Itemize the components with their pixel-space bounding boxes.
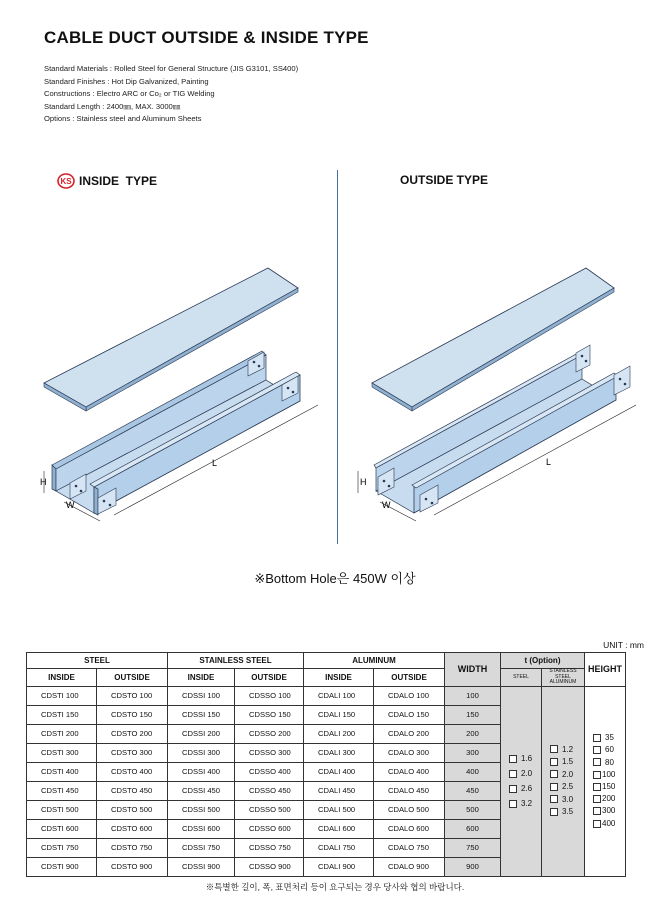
product-code-cell: CDSTO 200 [97, 724, 168, 743]
spec-options: Options : Stainless steel and Aluminum Sheets [44, 114, 202, 123]
product-code-cell: CDSTI 200 [27, 724, 97, 743]
product-code-cell: CDSTO 450 [97, 781, 168, 800]
product-code-cell: CDSSI 400 [168, 762, 235, 781]
product-code-cell: CDALI 450 [304, 781, 374, 800]
t-option-header: t (Option) [501, 653, 585, 669]
height-options-cell [585, 686, 626, 876]
aluminum-group-header: ALUMINUM [304, 653, 445, 669]
product-code-cell: CDALI 200 [304, 724, 374, 743]
page-title: CABLE DUCT OUTSIDE & INSIDE TYPE [44, 28, 369, 47]
t-steel-option[interactable] [509, 766, 541, 781]
height-option-label: 200 [602, 794, 616, 804]
product-code-cell: CDSSI 300 [168, 743, 235, 762]
product-code-cell: CDSTI 750 [27, 838, 97, 857]
bottom-hole-note: ※Bottom Hole은 450W 이상 [254, 571, 416, 586]
steel-inside-header: INSIDE [27, 669, 97, 687]
product-code-cell: CDSSI 100 [168, 686, 235, 705]
product-code-cell: CDSTI 600 [27, 819, 97, 838]
product-code-cell: CDSSO 900 [235, 857, 304, 876]
t-stainless-option[interactable] [550, 794, 584, 807]
product-code-cell: CDALI 750 [304, 838, 374, 857]
checkbox-icon[interactable] [550, 783, 558, 791]
product-code-cell: CDALO 150 [374, 705, 445, 724]
width-cell: 100 [445, 686, 501, 705]
product-code-cell: CDSTO 100 [97, 686, 168, 705]
height-option-label: 60 [605, 745, 614, 755]
width-cell: 500 [445, 800, 501, 819]
height-dimension-label: H [360, 477, 367, 487]
width-cell: 300 [445, 743, 501, 762]
inside-type-label: INSIDE TYPE [79, 174, 158, 188]
spec-finishes: Standard Finishes : Hot Dip Galvanized, Painting [44, 76, 209, 86]
checkbox-icon[interactable] [593, 820, 601, 828]
product-code-cell: CDSTI 450 [27, 781, 97, 800]
t-stainless-option-label: 3.0 [562, 794, 574, 804]
product-code-cell: CDSTO 300 [97, 743, 168, 762]
t-steel-option-label: 3.2 [521, 799, 533, 808]
length-dimension-label: L [546, 457, 552, 467]
product-code-cell: CDALO 200 [374, 724, 445, 743]
product-code-cell: CDSSO 750 [235, 838, 304, 857]
product-code-cell: CDSTI 100 [27, 686, 97, 705]
steel-group-header: STEEL [27, 653, 168, 669]
product-code-cell: CDALO 750 [374, 838, 445, 857]
t-stainless-option-label: 1.2 [562, 744, 574, 754]
height-option[interactable] [593, 805, 625, 817]
checkbox-icon[interactable] [550, 758, 558, 766]
product-code-cell: CDALI 300 [304, 743, 374, 762]
product-code-cell: CDALI 400 [304, 762, 374, 781]
product-code-cell: CDSSI 150 [168, 705, 235, 724]
product-code-cell: CDSSO 100 [235, 686, 304, 705]
product-code-cell: CDSTI 300 [27, 743, 97, 762]
outside-type-diagram [350, 255, 650, 525]
width-cell: 450 [445, 781, 501, 800]
product-code-cell: CDSTI 150 [27, 705, 97, 724]
height-option-label: 300 [602, 806, 616, 816]
product-code-cell: CDSTO 400 [97, 762, 168, 781]
stainless-group-header: STAINLESS STEEL [168, 653, 304, 669]
aluminum-outside-header: OUTSIDE [374, 669, 445, 687]
width-cell: 150 [445, 705, 501, 724]
width-cell: 750 [445, 838, 501, 857]
checkbox-icon[interactable] [550, 808, 558, 816]
height-option[interactable] [593, 793, 625, 805]
checkbox-icon[interactable] [593, 746, 601, 754]
product-code-cell: CDSTI 400 [27, 762, 97, 781]
product-code-cell: CDALI 100 [304, 686, 374, 705]
checkbox-icon[interactable] [593, 758, 601, 766]
product-code-cell: CDSSO 200 [235, 724, 304, 743]
product-code-cell: CDSSO 600 [235, 819, 304, 838]
inside-type-diagram [30, 255, 330, 525]
height-option[interactable] [593, 769, 625, 781]
height-option-label: 150 [602, 782, 616, 791]
product-code-cell: CDALO 450 [374, 781, 445, 800]
inside-type-heading [57, 173, 157, 189]
product-code-cell: CDSSI 900 [168, 857, 235, 876]
product-code-cell: CDSSO 150 [235, 705, 304, 724]
t-stainless-option-label: 1.5 [562, 757, 574, 766]
spec-materials: Standard Materials : Rolled Steel for General Structure (JIS G3101, SS400) [44, 64, 299, 73]
product-code-cell: CDALO 500 [374, 800, 445, 819]
height-option[interactable] [593, 757, 625, 769]
unit-label: UNIT : mm [603, 640, 644, 650]
section-divider [337, 170, 338, 544]
t-stainless-option[interactable] [550, 781, 584, 794]
product-code-cell: CDSSI 600 [168, 819, 235, 838]
spec-constructions: Constructions : Electro ARC or Co₂ or TIG Welding [44, 89, 215, 98]
svg-text:KS: KS [60, 177, 72, 186]
product-code-cell: CDSSO 500 [235, 800, 304, 819]
checkbox-icon[interactable] [593, 807, 601, 815]
product-code-cell: CDSTO 750 [97, 838, 168, 857]
t-stainless-option[interactable] [550, 806, 584, 819]
height-option[interactable] [593, 744, 625, 756]
product-code-cell: CDSSI 500 [168, 800, 235, 819]
product-code-cell: CDALO 100 [374, 686, 445, 705]
product-code-cell: CDSTO 600 [97, 819, 168, 838]
outside-type-heading: OUTSIDE TYPE [400, 173, 489, 187]
product-code-cell: CDALO 900 [374, 857, 445, 876]
checkbox-icon[interactable] [550, 745, 558, 753]
width-cell: 400 [445, 762, 501, 781]
t-steel-option-label: 2.6 [521, 784, 533, 793]
t-steel-option[interactable] [509, 751, 541, 766]
height-option[interactable] [593, 781, 625, 793]
width-header: WIDTH [445, 653, 501, 687]
product-code-cell: CDALO 400 [374, 762, 445, 781]
t-stainless-option-label: 2.5 [562, 782, 574, 791]
height-option-label: 35 [605, 733, 614, 743]
t-stainless-header: STAINLESS STEEL ALUMINUM [542, 669, 585, 687]
spec-list [44, 63, 298, 126]
product-code-cell: CDSSO 300 [235, 743, 304, 762]
t-steel-options-cell [501, 686, 542, 876]
t-stainless-option-label: 2.0 [562, 769, 574, 779]
width-dimension-label: W [66, 500, 75, 510]
product-code-cell: CDSTO 900 [97, 857, 168, 876]
width-dimension-label: W [382, 500, 391, 510]
width-cell: 600 [445, 819, 501, 838]
product-code-cell: CDALI 900 [304, 857, 374, 876]
checkbox-icon[interactable] [550, 770, 558, 778]
footer-note: ※특별한 길이, 폭, 표면처리 등이 요구되는 경우 당사와 협의 바랍니다. [205, 882, 465, 892]
steel-outside-header: OUTSIDE [97, 669, 168, 687]
checkbox-icon[interactable] [593, 783, 601, 791]
t-steel-option[interactable] [509, 781, 541, 796]
product-code-cell: CDSSI 450 [168, 781, 235, 800]
height-option-label: 80 [605, 757, 614, 767]
length-dimension-label: L [212, 458, 218, 468]
height-option-label: 100 [602, 769, 616, 779]
checkbox-icon[interactable] [509, 800, 517, 808]
product-code-cell: CDALI 150 [304, 705, 374, 724]
product-code-cell: CDALO 600 [374, 819, 445, 838]
t-steel-header: STEEL [501, 669, 542, 687]
table-row [27, 686, 626, 705]
product-code-cell: CDSTI 900 [27, 857, 97, 876]
checkbox-icon[interactable] [593, 795, 601, 803]
product-code-cell: CDSTO 500 [97, 800, 168, 819]
product-code-cell: CDALI 500 [304, 800, 374, 819]
checkbox-icon[interactable] [593, 734, 601, 742]
product-code-cell: CDSSO 450 [235, 781, 304, 800]
t-stainless-option[interactable] [550, 769, 584, 782]
product-code-cell: CDSSI 200 [168, 724, 235, 743]
height-option-label: 400 [602, 818, 616, 828]
width-cell: 900 [445, 857, 501, 876]
t-stainless-option[interactable] [550, 756, 584, 769]
height-dimension-label: H [40, 477, 47, 487]
checkbox-icon[interactable] [550, 795, 558, 803]
t-stainless-options-cell [542, 686, 585, 876]
t-steel-option[interactable] [509, 796, 541, 811]
checkbox-icon[interactable] [509, 755, 517, 763]
product-code-cell: CDALO 300 [374, 743, 445, 762]
height-header: HEIGHT [585, 653, 626, 687]
t-stainless-option-label: 3.5 [562, 807, 574, 816]
checkbox-icon[interactable] [509, 770, 517, 778]
ks-logo-icon [57, 173, 75, 189]
t-steel-option-label: 1.6 [521, 754, 533, 763]
t-steel-option-label: 2.0 [521, 769, 533, 778]
product-code-cell: CDSSO 400 [235, 762, 304, 781]
checkbox-icon[interactable] [509, 785, 517, 793]
product-code-cell: CDSTO 150 [97, 705, 168, 724]
t-stainless-option[interactable] [550, 744, 584, 757]
product-code-cell: CDSTI 500 [27, 800, 97, 819]
height-option[interactable] [593, 818, 625, 830]
aluminum-inside-header: INSIDE [304, 669, 374, 687]
height-option[interactable] [593, 732, 625, 744]
checkbox-icon[interactable] [593, 771, 601, 779]
product-code-cell: CDALI 600 [304, 819, 374, 838]
stainless-outside-header: OUTSIDE [235, 669, 304, 687]
spec-length: Standard Length : 2400㎜, MAX. 3000㎜ [44, 101, 181, 111]
product-code-cell: CDSSI 750 [168, 838, 235, 857]
spec-table [26, 652, 626, 877]
stainless-inside-header: INSIDE [168, 669, 235, 687]
width-cell: 200 [445, 724, 501, 743]
